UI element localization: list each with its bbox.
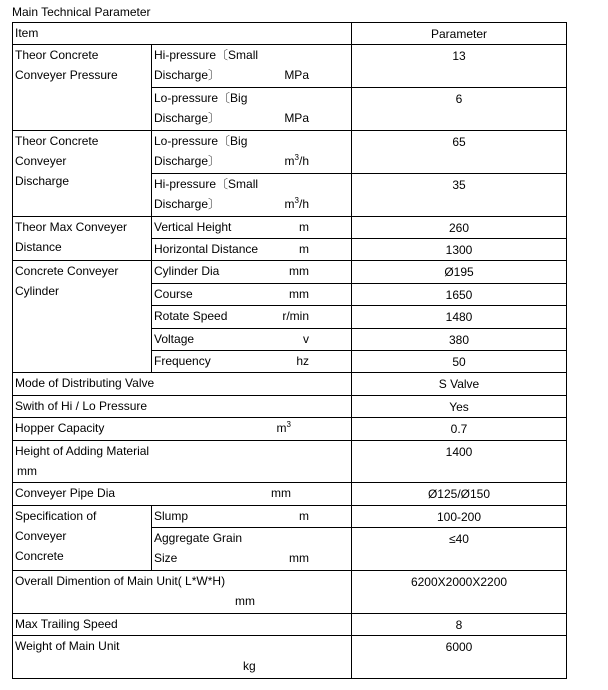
frequency-value: 50 [352, 350, 567, 372]
dimension-value: 6200X2000X2200 [352, 570, 567, 613]
cylinder-dia-label: Cylinder Dia [154, 264, 220, 279]
table-header-row [13, 23, 567, 45]
horizontal-distance-unit: m [299, 241, 309, 256]
table-row [13, 483, 567, 505]
discharge-hi-line-2: Discharge〕 [154, 196, 221, 211]
technical-parameter-table [12, 22, 567, 679]
voltage-cell [152, 328, 352, 350]
pressure-hi-cell [152, 45, 352, 88]
pipe-cell [13, 483, 352, 505]
rotate-speed-unit: r/min [282, 309, 309, 324]
spec-label [13, 505, 152, 570]
adding-value: 1400 [352, 440, 567, 483]
horizontal-distance-label: Horizontal Distance [154, 241, 259, 256]
discharge-label-line-3: Discharge [15, 173, 70, 188]
slump-cell [152, 505, 352, 527]
discharge-hi-unit: $m^3/h$ [284, 195, 309, 211]
weight-value: 6000 [352, 636, 567, 679]
table-row [13, 373, 567, 395]
discharge-hi-value: 35 [352, 173, 567, 216]
cylinder-dia-value: Ø195 [352, 261, 567, 283]
table-row [13, 395, 567, 417]
rotate-speed-value: 1480 [352, 306, 567, 328]
slump-label: Slump [154, 508, 189, 523]
table-row [13, 570, 567, 613]
header-parameter: Parameter [352, 23, 567, 45]
trailing-value: 8 [352, 613, 567, 635]
cylinder-label-line-1: Concrete Conveyer [15, 264, 119, 279]
distance-label [13, 216, 152, 261]
rotate-speed-label: Rotate Speed [154, 309, 228, 324]
hopper-value: 0.7 [352, 418, 567, 440]
vertical-height-cell [152, 216, 352, 238]
course-unit: mm [289, 286, 309, 301]
horizontal-distance-cell [152, 238, 352, 260]
grain-value: ≤40 [352, 528, 567, 571]
weight-cell [13, 636, 352, 679]
table-row [13, 636, 567, 679]
discharge-lo-value: 65 [352, 130, 567, 173]
adding-label: Height of Adding Material [15, 443, 150, 458]
discharge-hi-cell [152, 173, 352, 216]
weight-unit: kg [243, 659, 256, 674]
table-row [13, 505, 567, 527]
pipe-value: Ø125/Ø150 [352, 483, 567, 505]
discharge-lo-line-2: Discharge〕 [154, 153, 221, 168]
table-caption: Main Technical Parameter [12, 5, 151, 19]
voltage-value: 380 [352, 328, 567, 350]
switch-label: Swith of Hi / Lo Pressure [13, 395, 352, 417]
vertical-height-unit: m [299, 219, 309, 234]
pressure-lo-value: 6 [352, 88, 567, 131]
cylinder-label-line-2: Cylinder [15, 284, 60, 299]
cylinder-label [13, 261, 152, 373]
trailing-label: Max Trailing Speed [13, 613, 352, 635]
table-row [13, 45, 567, 88]
spec-label-line-3: Concrete [15, 548, 64, 563]
table-row [13, 261, 567, 283]
pressure-label [13, 45, 152, 131]
frequency-unit: hz [296, 353, 309, 368]
vertical-height-label: Vertical Height [154, 219, 232, 234]
dimension-cell [13, 570, 352, 613]
discharge-label-line-2: Conveyer [15, 153, 67, 168]
distance-label-line-1: Theor Max Conveyer [15, 219, 128, 234]
cylinder-dia-cell [152, 261, 352, 283]
frequency-cell [152, 350, 352, 372]
discharge-lo-line-1: Lo-pressure〔Big [154, 133, 248, 148]
rotate-speed-cell [152, 306, 352, 328]
spec-label-line-1: Specification of [15, 508, 97, 523]
pressure-hi-line-1: Hi-pressure〔Small [154, 48, 259, 63]
spec-label-line-2: Conveyer [15, 528, 67, 543]
table-row [13, 440, 567, 483]
grain-cell [152, 528, 352, 571]
discharge-lo-cell [152, 130, 352, 173]
grain-label-line-2: Size [154, 551, 178, 566]
frequency-label: Frequency [154, 353, 211, 368]
hopper-unit: $m^3$ [276, 420, 291, 436]
table-row [13, 418, 567, 440]
course-value: 1650 [352, 283, 567, 305]
pressure-hi-line-2: Discharge〕 [154, 68, 221, 83]
grain-label-line-1: Aggregate Grain [154, 531, 243, 546]
course-cell [152, 283, 352, 305]
pipe-label: Conveyer Pipe Dia [15, 486, 116, 501]
pressure-hi-value: 13 [352, 45, 567, 88]
table-row [13, 613, 567, 635]
pressure-label-line-2: Conveyer Pressure [15, 68, 118, 83]
valve-value: S Valve [352, 373, 567, 395]
weight-label: Weight of Main Unit [15, 639, 120, 654]
header-item: Item [13, 23, 352, 45]
valve-label: Mode of Distributing Valve [13, 373, 352, 395]
dimension-label: Overall Dimention of Main Unit( L*W*H) [15, 573, 226, 588]
table-row [13, 130, 567, 173]
hopper-label: Hopper Capacity [15, 421, 105, 436]
adding-cell [13, 440, 352, 483]
distance-label-line-2: Distance [15, 239, 62, 254]
pressure-lo-line-1: Lo-pressure〔Big [154, 91, 248, 106]
voltage-label: Voltage [154, 331, 195, 346]
cylinder-dia-unit: mm [289, 264, 309, 279]
slump-value: 100-200 [352, 505, 567, 527]
discharge-lo-unit: $m^3/h$ [284, 152, 309, 168]
switch-value: Yes [352, 395, 567, 417]
table-row [13, 216, 567, 238]
grain-unit: mm [289, 551, 309, 566]
pressure-lo-unit: MPa [284, 111, 309, 126]
vertical-height-value: 260 [352, 216, 567, 238]
pipe-unit: mm [271, 486, 291, 501]
course-label: Course [154, 286, 193, 301]
pressure-label-line-1: Theor Concrete [15, 48, 99, 63]
hopper-cell [13, 418, 352, 440]
pressure-lo-line-2: Discharge〕 [154, 111, 221, 126]
discharge-label [13, 130, 152, 216]
discharge-label-line-1: Theor Concrete [15, 133, 99, 148]
adding-unit: mm [17, 463, 37, 478]
pressure-lo-cell [152, 88, 352, 131]
discharge-hi-line-1: Hi-pressure〔Small [154, 176, 259, 191]
voltage-unit: v [303, 331, 309, 346]
pressure-hi-unit: MPa [284, 68, 309, 83]
dimension-unit: mm [235, 593, 255, 608]
horizontal-distance-value: 1300 [352, 238, 567, 260]
slump-unit: m [299, 508, 309, 523]
